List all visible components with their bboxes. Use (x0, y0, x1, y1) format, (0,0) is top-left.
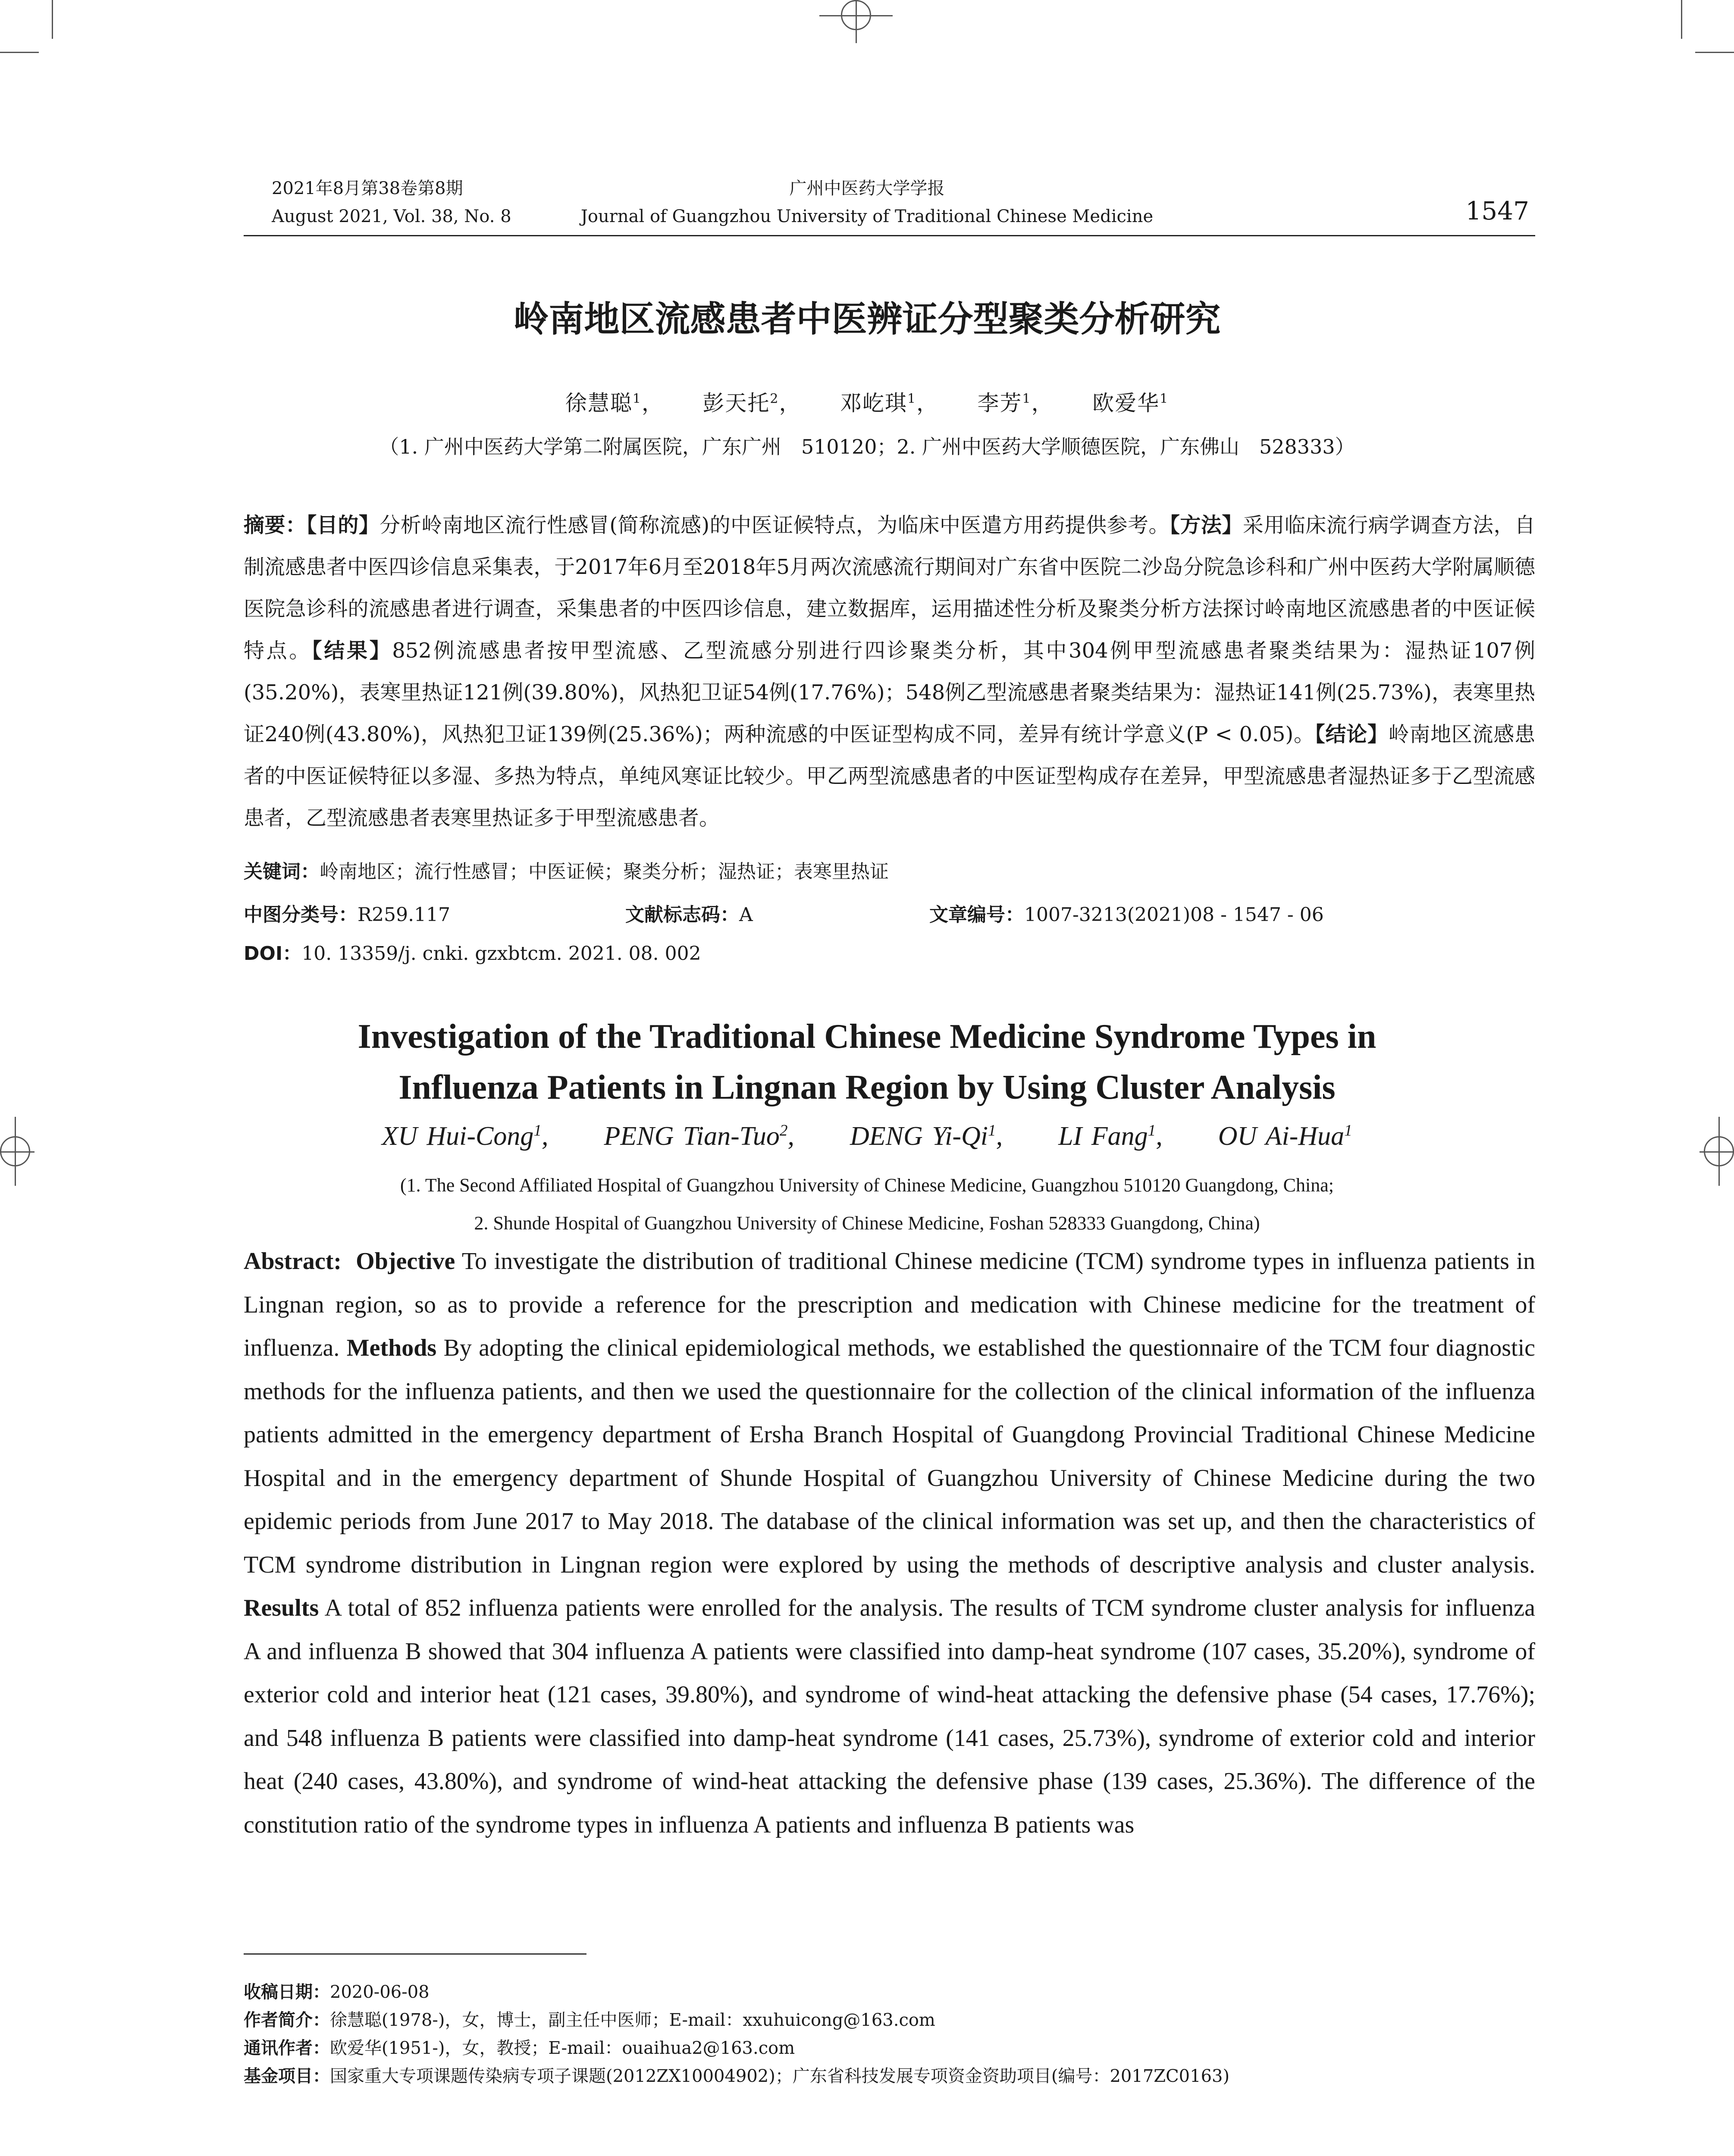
objective-en-text: To investigate the distribution of traditional Chinese medicine (TCM) syndrome types in influenza patients in Lingnan region, so as to provide a reference for the prescription and medication with Chinese medicine for the treatment of influenza. (244, 1248, 1535, 1361)
footnote-corresponding (244, 2035, 795, 2061)
header-rule (244, 235, 1535, 236)
author-name: 徐慧聪 (565, 391, 633, 416)
paper-title-cn: 岭南地区流感患者中医辨证分型聚类分析研究 (513, 299, 1221, 340)
author-name: LI Fang (1058, 1122, 1148, 1151)
results-en-label: Results (244, 1595, 319, 1621)
title-en-line: Investigation of the Traditional Chinese Medicine Syndrome Types in (357, 1018, 1377, 1056)
methods-en-label: Methods (346, 1335, 437, 1361)
footnote-rule (244, 1953, 586, 1955)
paper-title-en (0, 1011, 1734, 1113)
issue-cn: 2021年8月第38卷第8期 (272, 179, 463, 198)
doc-code-label: 文献标志码： (625, 904, 739, 926)
author-name: 李芳 (977, 391, 1022, 416)
keywords-label: 关键词： (244, 861, 320, 883)
objective-label: 【目的】 (306, 513, 380, 537)
author-name: 彭天托 (702, 391, 770, 416)
crop-mark (0, 52, 39, 53)
author-sup: 1 (1160, 391, 1169, 407)
conclusion-text: 岭南地区流感患者的中医证候特征以多湿、多热为特点，单纯风寒证比较少。甲乙两型流感患者的中医证型构成存在差异，甲型流感患者湿热证多于乙型流感患者，乙型流感患者表寒里热证多于甲型流感患者。 (244, 722, 1535, 830)
title-en-line: Influenza Patients in Lingnan Region by Using Cluster Analysis (398, 1069, 1336, 1106)
abstract-en (244, 1240, 1535, 1846)
doi-value: 10. 13359/j. cnki. gzxbtcm. 2021. 08. 002 (301, 943, 701, 965)
keywords-value: 岭南地区；流行性感冒；中医证候；聚类分析；湿热证；表寒里热证 (320, 861, 889, 883)
author-name: 欧爱华 (1092, 391, 1160, 416)
affiliation-en (0, 1166, 1734, 1242)
journal-name-en: Journal of Guangzhou University of Traditional Chinese Medicine (580, 207, 1154, 226)
article-number (929, 899, 1324, 927)
footnote-funding (244, 2063, 1229, 2089)
crop-mark (1681, 0, 1682, 39)
author-sup: 1 (632, 391, 642, 407)
author-name: OU Ai-Hua (1218, 1122, 1345, 1151)
author-sup: 2 (779, 1122, 788, 1140)
clc-value: R259.117 (357, 904, 451, 926)
authors-en: XU Hui-Cong$^1$, PENG Tian-Tuo$^2$, DENG Yi-Qi$^1$, LI Fang$^1$, OU Ai-Hua$^1$ (382, 1122, 1352, 1151)
methods-label: 【方法】 (1169, 513, 1243, 537)
author-sup: 1 (1022, 391, 1032, 407)
footnote-author-bio (244, 2007, 935, 2033)
results-en-text: A total of 852 influenza patients were enrolled for the analysis. The results of TCM syndrome cluster analysis for influenza A and influenza B showed that 304 influenza A patients were classified into damp-heat syndrome (107 cases, 35.20%), syndrome of exterior cold and interior heat (121 cases, 39.80%), and syndrome of wind-heat attacking the defensive phase (54 cases, 17.76%); and 548 influenza B patients were classified into damp-heat syndrome (141 cases, 25.73%), syndrome of exterior cold and interior heat (240 cases, 43.80%), and syndrome of wind-heat attacking the defensive phase (139 cases, 25.36%). The difference of the constitution ratio of the syndrome types in influenza A patients and influenza B patients was (244, 1595, 1536, 1838)
author-sup: 1 (1148, 1122, 1156, 1140)
abstract-cn (244, 505, 1535, 839)
author-name: XU Hui-Cong (382, 1122, 534, 1151)
objective-en-label: Objective (356, 1248, 455, 1275)
abstract-label: 摘要： (244, 513, 307, 537)
received-value: 2020-06-08 (330, 1982, 430, 2002)
doc-code-value: A (739, 904, 753, 926)
crop-mark (52, 0, 53, 39)
affiliation-en-line: (1. The Second Affiliated Hospital of Guangzhou University of Chinese Medicine, Guangzhou 510120 Guangdong, China; (400, 1175, 1334, 1196)
objective-text: 分析岭南地区流行性感冒(简称流感)的中医证候特点，为临床中医遣方用药提供参考。 (379, 513, 1170, 537)
journal-name-cn: 广州中医药大学学报 (789, 179, 945, 198)
article-no-value: 1007-3213(2021)08 - 1547 - 06 (1024, 904, 1324, 926)
doi (244, 938, 701, 965)
methods-en-text: By adopting the clinical epidemiological methods, we established the questionnaire of the TCM four diagnostic methods for the influenza patients, and then we used the questionnaire for the collection of the clinical information of the influenza patients admitted in the emergency department of Ersha Branch Hospital of Guangdong Provincial Traditional Chinese Medicine Hospital and in the emergency department of Shunde Hospital of Guangzhou University of Chinese Medicine during the two epidemic periods from June 2017 to May 2018. The database of the clinical information was set up, and then the characteristics of TCM syndrome distribution in Lingnan region were explored by using the methods of descriptive analysis and cluster analysis. (244, 1335, 1536, 1578)
author-sup: 1 (1344, 1122, 1352, 1140)
author-sup: 1 (988, 1122, 996, 1140)
corresponding-label: 通讯作者： (244, 2038, 330, 2058)
author-sup: 2 (770, 391, 779, 407)
affiliation-en-line: 2. Shunde Hospital of Guangzhou University of Chinese Medicine, Foshan 528333 Guangdong, China) (474, 1213, 1260, 1234)
funding-label: 基金项目： (244, 2066, 330, 2086)
clc-number (244, 899, 450, 927)
received-label: 收稿日期： (244, 1982, 330, 2002)
results-label: 【结果】 (311, 639, 392, 663)
results-text: 852例流感患者按甲型流感、乙型流感分别进行四诊聚类分析，其中304例甲型流感患者聚类结果为：湿热证107例(35.20%)，表寒里热证121例(39.80%)，风热犯卫证54例(17.76%)；548例乙型流感患者聚类结果为：湿热证141例(25.73%)，表寒里热证240例(43.80%)，风热犯卫证139例(25.36%)；两种流感的中医证型构成不同，差异有统计学意义(P < 0.05)。 (244, 639, 1535, 746)
footnote-received (244, 1979, 430, 2005)
crop-mark (1695, 52, 1734, 53)
page-number: 1547 (1465, 196, 1529, 226)
author-bio-label: 作者简介： (244, 2010, 330, 2030)
abstract-en-label: Abstract: (244, 1248, 342, 1275)
author-name: PENG Tian-Tuo (604, 1122, 780, 1151)
affiliation-cn: （1. 广州中医药大学第二附属医院，广东广州 510120；2. 广州中医药大学顺德医院，广东佛山 528333） (379, 435, 1355, 458)
clc-label: 中图分类号： (244, 904, 357, 926)
registration-mark-icon (856, 0, 857, 43)
document-code (625, 899, 753, 927)
keywords (244, 856, 889, 884)
corresponding-value: 欧爱华(1951-)，女，教授；E-mail：ouaihua2@163.com (330, 2038, 795, 2058)
author-sup: 1 (907, 391, 917, 407)
conclusion-label: 【结论】 (1314, 722, 1389, 746)
doi-label: DOI： (244, 943, 302, 965)
methods-text: 采用临床流行病学调查方法，自制流感患者中医四诊信息采集表，于2017年6月至2018年5月两次流感流行期间对广东省中医院二沙岛分院急诊科和广州中医药大学附属顺德医院急诊科的流感患者进行调查，采集患者的中医四诊信息，建立数据库，运用描述性分析及聚类分析方法探讨岭南地区流感患者的中医证候特点。 (244, 513, 1535, 663)
author-name: 邓屹琪 (840, 391, 907, 416)
author-name: DENG Yi-Qi (850, 1122, 988, 1151)
funding-value: 国家重大专项课题传染病专项子课题(2012ZX10004902)；广东省科技发展专项资金资助项目(编号：2017ZC0163) (330, 2066, 1230, 2086)
authors-cn: 徐慧聪$^1$， 彭天托$^2$， 邓屹琪$^1$， 李芳$^1$， 欧爱华$^1$ (565, 391, 1169, 416)
article-no-label: 文章编号： (929, 904, 1024, 926)
issue-en: August 2021, Vol. 38, No. 8 (272, 207, 511, 226)
author-bio-value: 徐慧聪(1978-)，女，博士，副主任中医师；E-mail：xxuhuicong@163.com (330, 2010, 935, 2030)
author-sup: 1 (533, 1122, 542, 1140)
